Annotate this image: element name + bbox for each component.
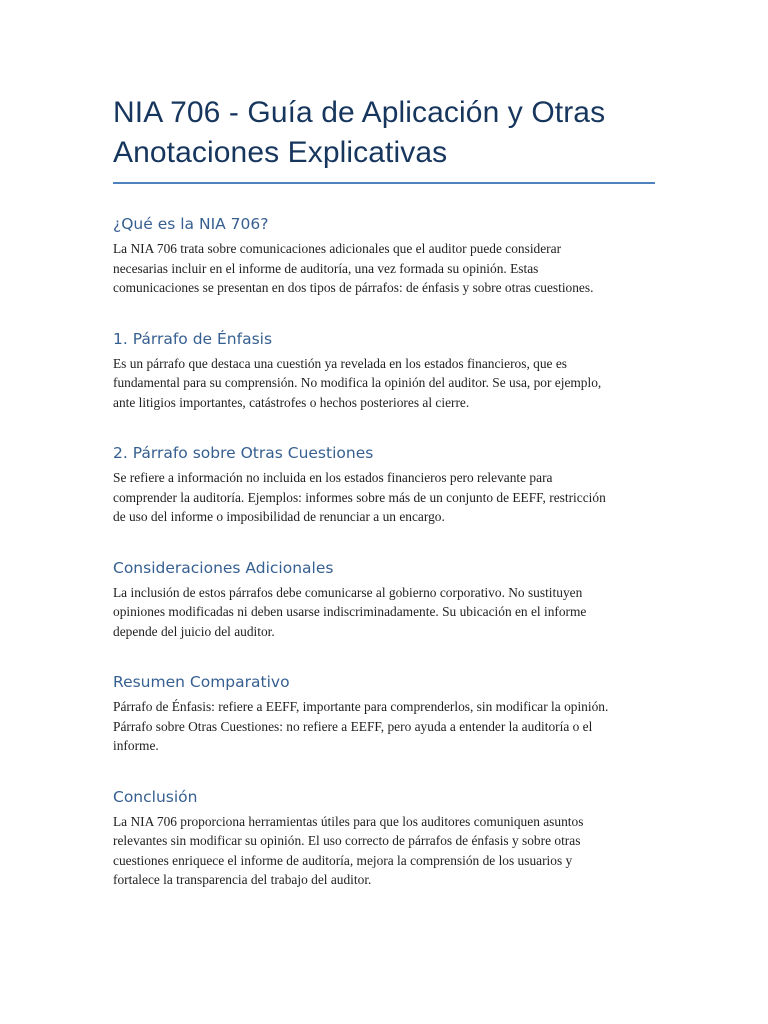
section-heading: Conclusión bbox=[113, 787, 198, 806]
paragraph-line: comprender la auditoría. Ejemplos: informes sobre más de un conjunto de EEFF, restricción bbox=[113, 489, 606, 505]
sections-container bbox=[113, 214, 655, 890]
section-paragraph bbox=[113, 812, 658, 890]
paragraph-line: necesarias incluir en el informe de auditoría, una vez formada su opinión. Estas bbox=[113, 260, 539, 276]
paragraph-line: opiniones modificadas ni deben usarse indiscriminadamente. Su ubicación en el informe bbox=[113, 604, 587, 619]
paragraph-line: Párrafo sobre Otras Cuestiones: no refiere a EEFF, pero ayuda a entender la auditoría o el bbox=[113, 718, 593, 734]
paragraph-line: Párrafo de Énfasis: refiere a EEFF, importante para comprenderlos, sin modificar la opinión. bbox=[113, 699, 609, 714]
section-heading: ¿Qué es la NIA 706? bbox=[113, 215, 269, 233]
title-divider bbox=[113, 182, 655, 184]
section-heading: Consideraciones Adicionales bbox=[113, 558, 334, 577]
paragraph-line: ante litigios importantes, catástrofes o hechos posteriores al cierre. bbox=[113, 394, 470, 410]
paragraph-line: de uso del informe o imposibilidad de renunciar a un encargo. bbox=[113, 509, 445, 524]
section-paragraph bbox=[113, 583, 658, 642]
document-title-line-2: Anotaciones Explicativas bbox=[113, 136, 448, 169]
paragraph-line: La inclusión de estos párrafos debe comunicarse al gobierno corporativo. No sustituyen bbox=[113, 584, 583, 600]
section-heading: 1. Párrafo de Énfasis bbox=[113, 329, 273, 348]
document-title-line-1: NIA 706 - Guía de Aplicación y Otras bbox=[113, 96, 606, 129]
section-paragraph bbox=[113, 468, 658, 527]
paragraph-line: depende del juicio del auditor. bbox=[113, 623, 275, 639]
section-parrafo-enfasis bbox=[113, 329, 655, 413]
section-resumen-comparativo bbox=[113, 672, 655, 756]
section-paragraph bbox=[113, 239, 658, 298]
paragraph-line: cuestiones enriquece el informe de auditoría, mejora la comprensión de los usuarios y bbox=[113, 852, 573, 868]
section-conclusion bbox=[113, 787, 655, 890]
paragraph-line: relevantes sin modificar su opinión. El uso correcto de párrafos de énfasis y sobre otras bbox=[113, 833, 581, 848]
paragraph-line: La NIA 706 proporciona herramientas útiles para que los auditores comuniquen asuntos bbox=[113, 813, 584, 829]
section-parrafo-otras-cuestiones bbox=[113, 443, 655, 527]
section-paragraph bbox=[113, 697, 658, 756]
paragraph-line: informe. bbox=[113, 738, 159, 753]
paragraph-line: La NIA 706 trata sobre comunicaciones adicionales que el auditor puede considerar bbox=[113, 241, 562, 256]
paragraph-line: comunicaciones se presentan en dos tipos de párrafos: de énfasis y sobre otras cuestiones. bbox=[113, 280, 594, 295]
paragraph-line: Se refiere a información no incluida en los estados financieros pero relevante para bbox=[113, 470, 553, 485]
paragraph-line: fortalece la transparencia del trabajo del auditor. bbox=[113, 872, 372, 887]
section-heading: Resumen Comparativo bbox=[113, 673, 290, 691]
paragraph-line: Es un párrafo que destaca una cuestión ya revelada en los estados financieros, que es bbox=[113, 355, 567, 371]
section-paragraph bbox=[113, 354, 658, 413]
section-consideraciones-adicionales bbox=[113, 558, 655, 642]
paragraph-line: fundamental para su comprensión. No modifica la opinión del auditor. Se usa, por ejemplo, bbox=[113, 375, 602, 390]
section-heading: 2. Párrafo sobre Otras Cuestiones bbox=[113, 444, 374, 462]
section-que-es-nia-706 bbox=[113, 214, 655, 298]
document-title bbox=[113, 93, 655, 173]
